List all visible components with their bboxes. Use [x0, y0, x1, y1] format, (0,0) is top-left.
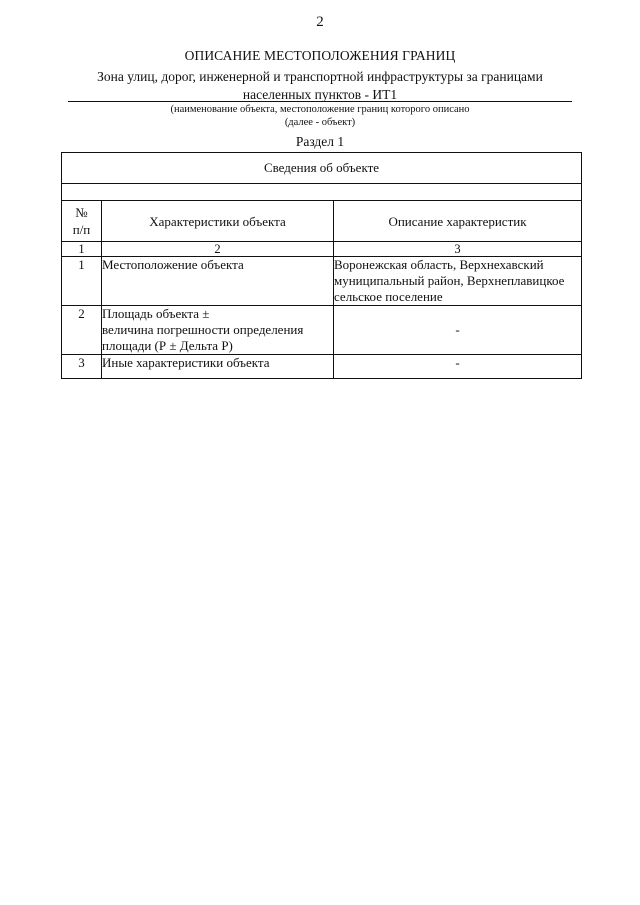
characteristic-cell — [102, 306, 334, 355]
characteristic-text: Местоположение объекта — [102, 257, 244, 272]
row-number: 1 — [62, 257, 102, 306]
column-header-number-line-2: п/п — [72, 222, 91, 237]
table-header-row — [62, 153, 582, 184]
table-blank-row — [62, 184, 582, 201]
table-row — [62, 306, 582, 355]
object-name-underline — [68, 101, 572, 102]
description-cell: - — [334, 306, 582, 355]
characteristic-cell — [102, 355, 334, 379]
caption-line-2: (далее - объект) — [284, 117, 356, 128]
characteristic-cell — [102, 257, 334, 306]
column-number: 2 — [102, 242, 334, 257]
table-header: Сведения об объекте — [62, 153, 582, 184]
object-name — [60, 68, 580, 104]
column-header-number — [62, 201, 102, 242]
column-header-description: Описание характеристик — [334, 201, 582, 242]
row-number: 3 — [62, 355, 102, 379]
object-info-table — [61, 152, 582, 379]
description-text: сельское поселение — [334, 289, 443, 304]
description-cell: - — [334, 355, 582, 379]
column-number: 3 — [334, 242, 582, 257]
description-text: муниципальный район, Верхнеплавицкое — [334, 273, 565, 288]
blank-cell — [62, 184, 582, 201]
column-number-row — [62, 242, 582, 257]
table-row — [62, 257, 582, 306]
row-number: 2 — [62, 306, 102, 355]
page-number: 2 — [316, 14, 324, 30]
characteristic-text: площади (Р ± Дельта Р) — [102, 338, 233, 353]
characteristic-text: величина погрешности определения — [102, 322, 304, 337]
description-cell — [334, 257, 582, 306]
column-header-row — [62, 201, 582, 242]
column-header-characteristics: Характеристики объекта — [102, 201, 334, 242]
object-name-line-2: населенных пунктов - ИТ1 — [242, 87, 398, 102]
characteristic-text: Площадь объекта ± — [102, 306, 210, 321]
object-name-caption — [60, 103, 580, 129]
object-name-line-1: Зона улиц, дорог, инженерной и транспортной инфраструктуры за границами — [97, 69, 543, 84]
section-title: Раздел 1 — [295, 134, 345, 149]
table-row — [62, 355, 582, 379]
description-text: Воронежская область, Верхнехавский — [334, 257, 544, 272]
document-title: ОПИСАНИЕ МЕСТОПОЛОЖЕНИЯ ГРАНИЦ — [184, 48, 456, 63]
column-number: 1 — [62, 242, 102, 257]
column-header-number-line-1: № — [75, 205, 88, 220]
caption-line-1: (наименование объекта, местоположение границ которого описано — [170, 104, 470, 115]
characteristic-text: Иные характеристики объекта — [102, 355, 270, 370]
